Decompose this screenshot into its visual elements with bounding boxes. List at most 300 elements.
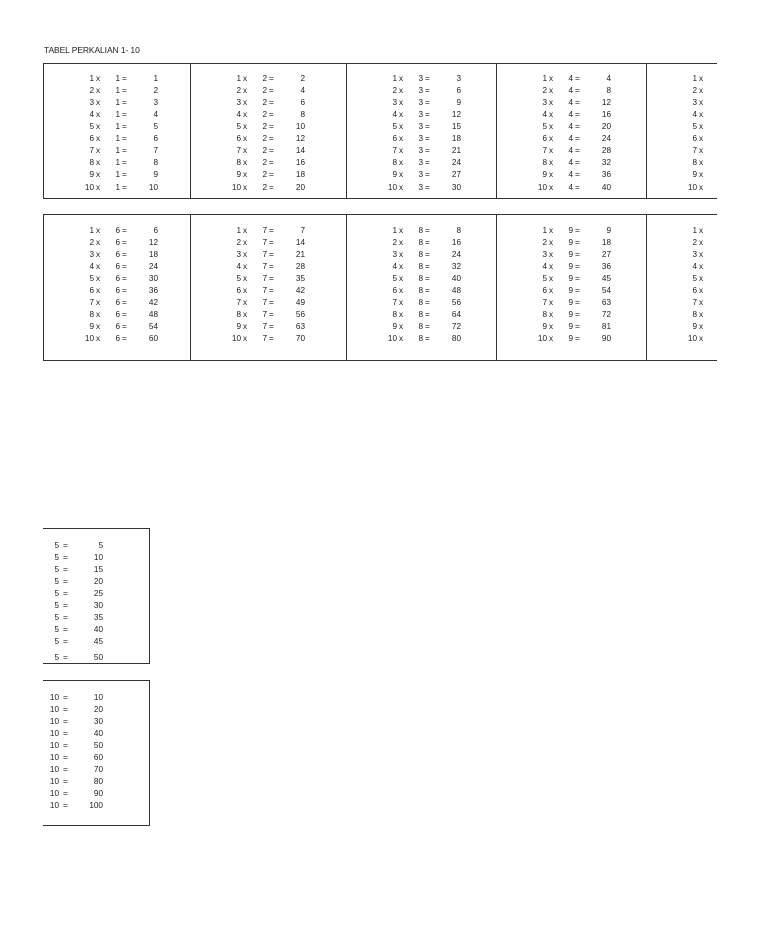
product: 80 <box>93 777 103 786</box>
product: 15 <box>451 122 461 131</box>
multiplier: 2 <box>262 170 267 179</box>
times-sign: x <box>399 298 404 307</box>
multiplicand: 4 <box>236 262 241 271</box>
multiplier: 6 <box>115 274 120 283</box>
table-row <box>44 322 191 332</box>
table-row <box>43 565 143 575</box>
multiplicand: 1 <box>89 226 94 235</box>
times-sign: x <box>699 134 704 143</box>
multiplier: 8 <box>418 226 423 235</box>
multiplicand: 1 <box>236 226 241 235</box>
multiplicand: 4 <box>89 262 94 271</box>
product: 5 <box>98 541 103 550</box>
product: 50 <box>93 653 103 662</box>
equals-sign: = <box>269 74 274 83</box>
table-row <box>43 741 143 751</box>
product: 24 <box>148 262 158 271</box>
multiplicand: 10 <box>231 183 241 192</box>
times-sign: x <box>399 158 404 167</box>
multiplicand: 9 <box>89 322 94 331</box>
multiplicand: 9 <box>542 322 547 331</box>
product: 35 <box>295 274 305 283</box>
table-row <box>647 226 717 236</box>
multiplier: 8 <box>418 334 423 343</box>
product: 49 <box>295 298 305 307</box>
multiplier: 2 <box>262 146 267 155</box>
times-sign: x <box>699 226 704 235</box>
times-sign: x <box>96 134 101 143</box>
times-sign: x <box>399 74 404 83</box>
multiplier: 10 <box>49 741 59 750</box>
equals-sign: = <box>269 298 274 307</box>
table-row <box>44 158 191 168</box>
product: 36 <box>601 170 611 179</box>
product: 8 <box>300 110 305 119</box>
table-row <box>647 274 717 284</box>
multiplier: 8 <box>418 286 423 295</box>
product: 30 <box>93 717 103 726</box>
multiplier: 2 <box>262 110 267 119</box>
table-row <box>497 298 647 308</box>
multiplicand: 9 <box>392 322 397 331</box>
product: 35 <box>93 613 103 622</box>
table-row <box>347 298 497 308</box>
equals-sign: = <box>122 183 127 192</box>
times-sign: x <box>243 286 248 295</box>
multiplier: 8 <box>418 274 423 283</box>
equals-sign: = <box>425 238 430 247</box>
times-sign: x <box>549 310 554 319</box>
multiplier: 1 <box>115 110 120 119</box>
table-row <box>497 262 647 272</box>
multiplier: 7 <box>262 310 267 319</box>
equals-sign: = <box>425 110 430 119</box>
equals-sign: = <box>269 134 274 143</box>
multiplier: 2 <box>262 122 267 131</box>
product: 20 <box>601 122 611 131</box>
multiplier: 7 <box>262 262 267 271</box>
table-row <box>44 298 191 308</box>
table-row <box>44 250 191 260</box>
multiplier: 5 <box>54 637 59 646</box>
multiplier: 10 <box>49 729 59 738</box>
table-row <box>647 298 717 308</box>
product: 70 <box>93 765 103 774</box>
multiplicand: 4 <box>392 110 397 119</box>
equals-sign: = <box>425 158 430 167</box>
product: 20 <box>295 183 305 192</box>
times-sign: x <box>699 334 704 343</box>
table-row <box>347 238 497 248</box>
equals-sign: = <box>122 262 127 271</box>
equals-sign: = <box>122 334 127 343</box>
times-sign: x <box>549 170 554 179</box>
times-sign: x <box>96 146 101 155</box>
equals-sign: = <box>575 98 580 107</box>
times-sign: x <box>699 238 704 247</box>
product: 25 <box>93 589 103 598</box>
table-box <box>647 215 717 360</box>
product: 20 <box>93 705 103 714</box>
multiplicand: 5 <box>542 122 547 131</box>
multiplicand: 8 <box>89 310 94 319</box>
equals-sign: = <box>575 74 580 83</box>
multiplier: 2 <box>262 98 267 107</box>
multiplier: 3 <box>418 146 423 155</box>
times-sign: x <box>96 122 101 131</box>
product: 48 <box>451 286 461 295</box>
table-row <box>191 334 347 344</box>
table-row <box>647 134 717 144</box>
equals-sign: = <box>575 170 580 179</box>
table-row <box>347 310 497 320</box>
equals-sign: = <box>425 310 430 319</box>
product: 50 <box>93 741 103 750</box>
product: 12 <box>148 238 158 247</box>
times-sign: x <box>399 226 404 235</box>
times-sign: x <box>699 122 704 131</box>
multiplier: 4 <box>568 86 573 95</box>
product: 7 <box>300 226 305 235</box>
multiplicand: 1 <box>89 74 94 83</box>
product: 81 <box>601 322 611 331</box>
multiplicand: 7 <box>392 146 397 155</box>
multiplicand: 4 <box>692 110 697 119</box>
multiplicand: 10 <box>537 183 547 192</box>
times-sign: x <box>96 74 101 83</box>
table-row <box>497 286 647 296</box>
table-row <box>347 86 497 96</box>
multiplicand: 3 <box>392 250 397 259</box>
equals-sign: = <box>63 717 68 726</box>
equals-sign: = <box>122 122 127 131</box>
times-sign: x <box>96 226 101 235</box>
product: 36 <box>601 262 611 271</box>
times-sign: x <box>96 238 101 247</box>
equals-sign: = <box>425 298 430 307</box>
table-row <box>191 238 347 248</box>
times-sign: x <box>243 110 248 119</box>
equals-sign: = <box>122 98 127 107</box>
table-row <box>497 122 647 132</box>
multiplier: 6 <box>115 334 120 343</box>
product: 40 <box>93 625 103 634</box>
multiplier: 6 <box>115 286 120 295</box>
product: 30 <box>451 183 461 192</box>
table-row <box>44 170 191 180</box>
equals-sign: = <box>63 653 68 662</box>
table-row <box>647 158 717 168</box>
times-sign: x <box>96 298 101 307</box>
product: 18 <box>451 134 461 143</box>
product: 5 <box>153 122 158 131</box>
product: 4 <box>153 110 158 119</box>
times-sign: x <box>399 286 404 295</box>
multiplicand: 7 <box>392 298 397 307</box>
equals-sign: = <box>63 625 68 634</box>
table-row <box>43 801 143 811</box>
equals-sign: = <box>425 262 430 271</box>
equals-sign: = <box>269 334 274 343</box>
product: 32 <box>451 262 461 271</box>
multiplicand: 6 <box>542 134 547 143</box>
table-row <box>191 110 347 120</box>
product: 14 <box>295 146 305 155</box>
multiplicand: 5 <box>89 274 94 283</box>
equals-sign: = <box>122 170 127 179</box>
multiplier: 2 <box>262 158 267 167</box>
product: 27 <box>451 170 461 179</box>
table-row <box>43 577 143 587</box>
multiplicand: 6 <box>89 286 94 295</box>
multiplicand: 3 <box>89 98 94 107</box>
equals-sign: = <box>122 110 127 119</box>
times-sign: x <box>549 122 554 131</box>
times-sign: x <box>399 110 404 119</box>
product: 56 <box>295 310 305 319</box>
times-sign: x <box>699 250 704 259</box>
times-sign: x <box>96 310 101 319</box>
product: 18 <box>601 238 611 247</box>
product: 40 <box>601 183 611 192</box>
times-sign: x <box>549 274 554 283</box>
equals-sign: = <box>122 158 127 167</box>
times-sign: x <box>243 158 248 167</box>
table-row <box>647 146 717 156</box>
table-box <box>44 64 191 198</box>
multiplier: 6 <box>115 226 120 235</box>
equals-sign: = <box>269 322 274 331</box>
multiplier: 1 <box>115 158 120 167</box>
times-sign: x <box>96 286 101 295</box>
multiplicand: 1 <box>692 226 697 235</box>
table-row <box>191 98 347 108</box>
multiplier: 1 <box>115 86 120 95</box>
multiplier: 3 <box>418 122 423 131</box>
equals-sign: = <box>122 310 127 319</box>
multiplicand: 4 <box>542 110 547 119</box>
table-row <box>43 613 143 623</box>
multiplier: 6 <box>115 262 120 271</box>
table-row <box>647 262 717 272</box>
equals-sign: = <box>269 110 274 119</box>
multiplicand: 8 <box>692 310 697 319</box>
product: 90 <box>601 334 611 343</box>
equals-sign: = <box>269 274 274 283</box>
multiplicand: 2 <box>542 238 547 247</box>
table-row <box>347 158 497 168</box>
equals-sign: = <box>122 146 127 155</box>
table-row <box>647 183 717 193</box>
multiplier: 3 <box>418 98 423 107</box>
product: 10 <box>93 553 103 562</box>
table-row <box>44 334 191 344</box>
table-row <box>44 98 191 108</box>
product: 90 <box>93 789 103 798</box>
equals-sign: = <box>575 146 580 155</box>
product: 4 <box>300 86 305 95</box>
table-row <box>44 310 191 320</box>
multiplier: 9 <box>568 238 573 247</box>
product: 28 <box>601 146 611 155</box>
table-row <box>647 334 717 344</box>
times-sign: x <box>549 110 554 119</box>
equals-sign: = <box>63 765 68 774</box>
equals-sign: = <box>425 74 430 83</box>
multiplicand: 6 <box>692 134 697 143</box>
table-row <box>497 334 647 344</box>
multiplicand: 10 <box>687 334 697 343</box>
times-sign: x <box>399 146 404 155</box>
multiplicand: 5 <box>692 122 697 131</box>
equals-sign: = <box>122 322 127 331</box>
equals-sign: = <box>575 286 580 295</box>
times-sign: x <box>699 322 704 331</box>
product: 54 <box>601 286 611 295</box>
table-row <box>647 170 717 180</box>
table-row <box>497 86 647 96</box>
table-row <box>191 310 347 320</box>
multiplicand: 1 <box>392 74 397 83</box>
mini-table-10 <box>43 680 150 826</box>
times-sign: x <box>96 170 101 179</box>
table-row <box>191 322 347 332</box>
table-box <box>647 64 717 198</box>
multiplicand: 6 <box>392 286 397 295</box>
multiplicand: 6 <box>692 286 697 295</box>
table-row <box>347 74 497 84</box>
equals-sign: = <box>63 577 68 586</box>
multiplier: 6 <box>115 250 120 259</box>
equals-sign: = <box>63 789 68 798</box>
product: 16 <box>451 238 461 247</box>
table-row <box>497 226 647 236</box>
multiplicand: 5 <box>236 274 241 283</box>
page-title: TABEL PERKALIAN 1- 10 <box>44 45 140 55</box>
table-row <box>191 158 347 168</box>
product: 64 <box>451 310 461 319</box>
table-row <box>43 589 143 599</box>
table-row <box>647 74 717 84</box>
times-sign: x <box>243 226 248 235</box>
equals-sign: = <box>425 183 430 192</box>
multiplier: 6 <box>115 310 120 319</box>
multiplicand: 3 <box>236 250 241 259</box>
multiplicand: 6 <box>89 134 94 143</box>
multiplier: 10 <box>49 777 59 786</box>
table-row <box>497 158 647 168</box>
equals-sign: = <box>63 753 68 762</box>
multiplicand: 10 <box>387 183 397 192</box>
multiplier: 1 <box>115 146 120 155</box>
table-row <box>647 322 717 332</box>
multiplicand: 2 <box>692 238 697 247</box>
product: 40 <box>93 729 103 738</box>
product: 3 <box>153 98 158 107</box>
product: 21 <box>451 146 461 155</box>
multiplicand: 2 <box>392 238 397 247</box>
times-sign: x <box>399 170 404 179</box>
table-row <box>191 298 347 308</box>
times-sign: x <box>243 122 248 131</box>
times-sign: x <box>96 250 101 259</box>
table-row <box>647 310 717 320</box>
product: 10 <box>295 122 305 131</box>
table-row <box>43 693 143 703</box>
multiplier: 9 <box>568 322 573 331</box>
multiplicand: 6 <box>542 286 547 295</box>
product: 24 <box>451 250 461 259</box>
multiplier: 6 <box>115 322 120 331</box>
equals-sign: = <box>122 74 127 83</box>
multiplicand: 2 <box>89 238 94 247</box>
multiplicand: 6 <box>236 134 241 143</box>
table-row <box>497 170 647 180</box>
table-box <box>191 215 347 360</box>
times-sign: x <box>243 183 248 192</box>
multiplicand: 8 <box>236 158 241 167</box>
equals-sign: = <box>425 274 430 283</box>
equals-sign: = <box>122 226 127 235</box>
multiplicand: 10 <box>387 334 397 343</box>
multiplier: 4 <box>568 183 573 192</box>
equals-sign: = <box>269 170 274 179</box>
multiplier: 5 <box>54 553 59 562</box>
multiplier: 7 <box>262 334 267 343</box>
times-sign: x <box>243 310 248 319</box>
multiplicand: 9 <box>236 170 241 179</box>
multiplier: 1 <box>115 134 120 143</box>
multiplier: 1 <box>115 98 120 107</box>
equals-sign: = <box>122 134 127 143</box>
table-row <box>347 250 497 260</box>
table-row <box>191 286 347 296</box>
multiplicand: 9 <box>89 170 94 179</box>
multiplier: 9 <box>568 310 573 319</box>
table-row <box>647 122 717 132</box>
multiplier: 5 <box>54 565 59 574</box>
multiplicand: 8 <box>692 158 697 167</box>
times-sign: x <box>243 250 248 259</box>
times-sign: x <box>699 110 704 119</box>
mini-table-5 <box>43 528 150 664</box>
table-row <box>44 134 191 144</box>
product: 6 <box>153 134 158 143</box>
multiplier: 5 <box>54 589 59 598</box>
table-box <box>44 215 191 360</box>
table-row <box>191 262 347 272</box>
table-row <box>191 274 347 284</box>
times-sign: x <box>243 170 248 179</box>
times-sign: x <box>243 274 248 283</box>
product: 18 <box>295 170 305 179</box>
table-row <box>44 74 191 84</box>
table-row <box>497 310 647 320</box>
product: 42 <box>148 298 158 307</box>
multiplicand: 2 <box>89 86 94 95</box>
equals-sign: = <box>63 729 68 738</box>
table-row <box>44 110 191 120</box>
product: 9 <box>456 98 461 107</box>
multiplicand: 7 <box>692 298 697 307</box>
multiplier: 2 <box>262 183 267 192</box>
times-sign: x <box>243 298 248 307</box>
multiplier: 2 <box>262 134 267 143</box>
multiplication-band-middle <box>43 214 717 361</box>
multiplier: 9 <box>568 226 573 235</box>
product: 24 <box>451 158 461 167</box>
table-row <box>497 98 647 108</box>
